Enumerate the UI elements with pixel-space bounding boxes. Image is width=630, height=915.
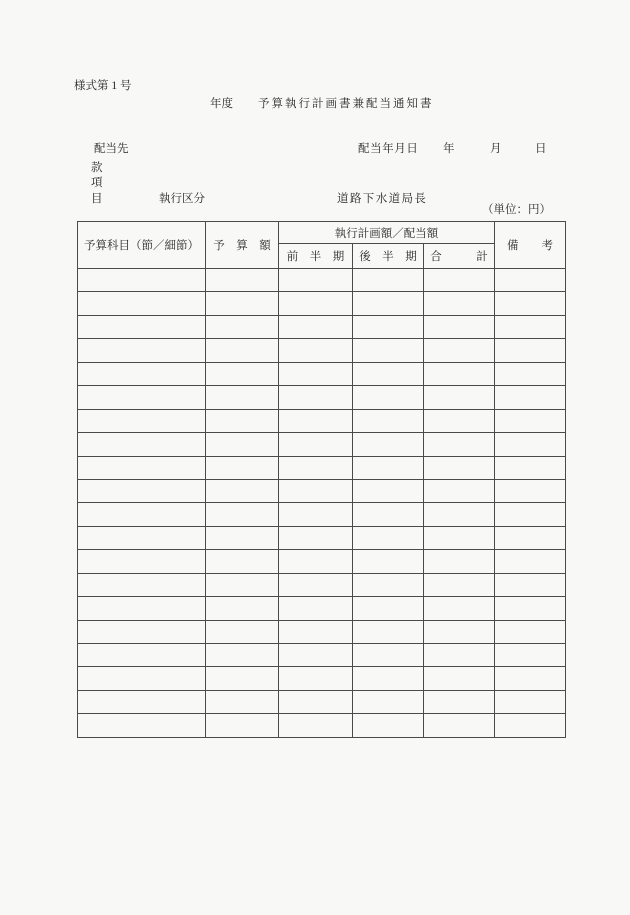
table-cell — [206, 714, 279, 737]
table-cell — [353, 644, 424, 667]
execution-division-label: 執行区分 — [159, 193, 205, 205]
table-cell — [279, 433, 353, 456]
table-cell — [206, 362, 279, 385]
table-cell — [495, 573, 566, 596]
table-cell — [495, 620, 566, 643]
table-cell — [353, 386, 424, 409]
table-cell — [495, 456, 566, 479]
table-cell — [279, 573, 353, 596]
table-cell — [78, 386, 206, 409]
table-row — [78, 644, 566, 667]
table-row — [78, 526, 566, 549]
table-row — [78, 269, 566, 292]
table-cell — [78, 292, 206, 315]
table-cell — [279, 597, 353, 620]
table-cell — [424, 339, 495, 362]
table-cell — [353, 550, 424, 573]
table-cell — [353, 409, 424, 432]
table-cell — [353, 339, 424, 362]
table-cell — [353, 503, 424, 526]
table-cell — [353, 456, 424, 479]
table-cell — [353, 667, 424, 690]
table-cell — [424, 409, 495, 432]
table-row — [78, 339, 566, 362]
col-header-plan-allocation-group: 執行計画額／配当額 — [279, 222, 495, 244]
table-cell — [424, 362, 495, 385]
table-row — [78, 690, 566, 713]
table-cell — [206, 292, 279, 315]
table-cell — [424, 526, 495, 549]
table-cell — [495, 292, 566, 315]
table-row — [78, 597, 566, 620]
table-cell — [495, 526, 566, 549]
table-header-row-1 — [78, 222, 566, 244]
unit-note: （単位：円） — [482, 204, 551, 216]
budget-table-body — [78, 269, 566, 738]
table-row — [78, 362, 566, 385]
table-cell — [206, 550, 279, 573]
table-cell — [495, 269, 566, 292]
table-row — [78, 503, 566, 526]
table-cell — [353, 315, 424, 338]
table-cell — [424, 714, 495, 737]
table-cell — [78, 573, 206, 596]
table-cell — [353, 714, 424, 737]
table-cell — [206, 269, 279, 292]
budget-table — [77, 221, 566, 738]
table-cell — [424, 456, 495, 479]
table-cell — [206, 573, 279, 596]
table-cell — [206, 315, 279, 338]
table-cell — [279, 269, 353, 292]
table-cell — [279, 550, 353, 573]
table-cell — [424, 550, 495, 573]
table-cell — [279, 644, 353, 667]
table-cell — [424, 292, 495, 315]
table-cell — [279, 386, 353, 409]
table-cell — [78, 690, 206, 713]
table-cell — [206, 456, 279, 479]
table-cell — [279, 620, 353, 643]
table-cell — [424, 690, 495, 713]
table-cell — [495, 386, 566, 409]
table-cell — [424, 667, 495, 690]
table-row — [78, 456, 566, 479]
table-cell — [424, 315, 495, 338]
table-cell — [78, 433, 206, 456]
table-row — [78, 386, 566, 409]
col-header-first-half: 前 半 期 — [279, 244, 353, 269]
table-cell — [279, 292, 353, 315]
table-cell — [353, 479, 424, 502]
table-cell — [279, 526, 353, 549]
table-cell — [279, 456, 353, 479]
table-row — [78, 714, 566, 737]
table-cell — [279, 690, 353, 713]
table-header — [78, 222, 566, 269]
budget-moku-label: 目 — [91, 193, 103, 205]
table-cell — [206, 503, 279, 526]
col-header-budget-amount: 予 算 額 — [206, 222, 279, 269]
table-cell — [424, 269, 495, 292]
table-cell — [279, 315, 353, 338]
col-header-remarks: 備 考 — [495, 222, 566, 269]
table-row — [78, 479, 566, 502]
table-cell — [495, 644, 566, 667]
table-cell — [424, 433, 495, 456]
table-cell — [78, 269, 206, 292]
table-cell — [206, 526, 279, 549]
table-cell — [206, 339, 279, 362]
table-cell — [495, 409, 566, 432]
col-header-second-half: 後 半 期 — [353, 244, 424, 269]
table-cell — [78, 339, 206, 362]
table-row — [78, 550, 566, 573]
table-cell — [495, 667, 566, 690]
table-cell — [353, 573, 424, 596]
table-row — [78, 667, 566, 690]
table-cell — [495, 690, 566, 713]
table-cell — [279, 667, 353, 690]
table-cell — [78, 315, 206, 338]
budget-kou-label: 項 — [91, 177, 103, 189]
col-header-budget-item: 予算科目（節／細節） — [78, 222, 206, 269]
table-cell — [353, 526, 424, 549]
table-cell — [495, 433, 566, 456]
table-cell — [424, 644, 495, 667]
table-cell — [424, 479, 495, 502]
table-cell — [78, 456, 206, 479]
table-cell — [206, 690, 279, 713]
date-month-label: 月 — [490, 143, 502, 155]
table-cell — [78, 597, 206, 620]
table-cell — [424, 386, 495, 409]
table-cell — [495, 503, 566, 526]
table-cell — [78, 503, 206, 526]
table-cell — [279, 479, 353, 502]
table-cell — [353, 362, 424, 385]
table-cell — [353, 292, 424, 315]
table-cell — [78, 714, 206, 737]
table-cell — [206, 386, 279, 409]
table-cell — [78, 526, 206, 549]
table-row — [78, 433, 566, 456]
date-day-label: 日 — [535, 143, 547, 155]
table-cell — [353, 597, 424, 620]
table-cell — [353, 620, 424, 643]
table-cell — [495, 550, 566, 573]
table-cell — [279, 714, 353, 737]
table-cell — [353, 433, 424, 456]
table-cell — [78, 667, 206, 690]
table-row — [78, 409, 566, 432]
table-cell — [495, 339, 566, 362]
table-cell — [206, 479, 279, 502]
table-cell — [495, 714, 566, 737]
table-cell — [206, 597, 279, 620]
table-cell — [78, 362, 206, 385]
table-cell — [353, 690, 424, 713]
table-row — [78, 315, 566, 338]
table-cell — [206, 433, 279, 456]
table-row — [78, 292, 566, 315]
recipient-label: 配当先 — [94, 143, 129, 155]
table-cell — [78, 620, 206, 643]
col-header-total: 合 計 — [424, 244, 495, 269]
table-cell — [424, 503, 495, 526]
table-cell — [424, 620, 495, 643]
table-cell — [78, 479, 206, 502]
table-cell — [206, 667, 279, 690]
table-cell — [495, 597, 566, 620]
table-cell — [206, 644, 279, 667]
table-cell — [279, 339, 353, 362]
form-number: 様式第 1 号 — [74, 80, 132, 92]
table-cell — [78, 550, 206, 573]
allocation-date-label: 配当年月日 — [358, 143, 419, 155]
table-cell — [206, 409, 279, 432]
table-cell — [495, 315, 566, 338]
table-cell — [279, 362, 353, 385]
table-cell — [279, 409, 353, 432]
issuer-title-label: 道路下水道局長 — [337, 193, 428, 205]
budget-kan-label: 款 — [91, 162, 103, 174]
fiscal-year-label: 年度 — [210, 98, 233, 110]
table-cell — [78, 409, 206, 432]
table-cell — [279, 503, 353, 526]
table-cell — [424, 597, 495, 620]
page-title: 予算執行計画書兼配当通知書 — [258, 98, 434, 110]
table-cell — [206, 620, 279, 643]
table-cell — [424, 573, 495, 596]
table-cell — [78, 644, 206, 667]
table-row — [78, 573, 566, 596]
table-row — [78, 620, 566, 643]
table-cell — [353, 269, 424, 292]
table-cell — [495, 479, 566, 502]
date-year-label: 年 — [443, 143, 455, 155]
table-cell — [495, 362, 566, 385]
